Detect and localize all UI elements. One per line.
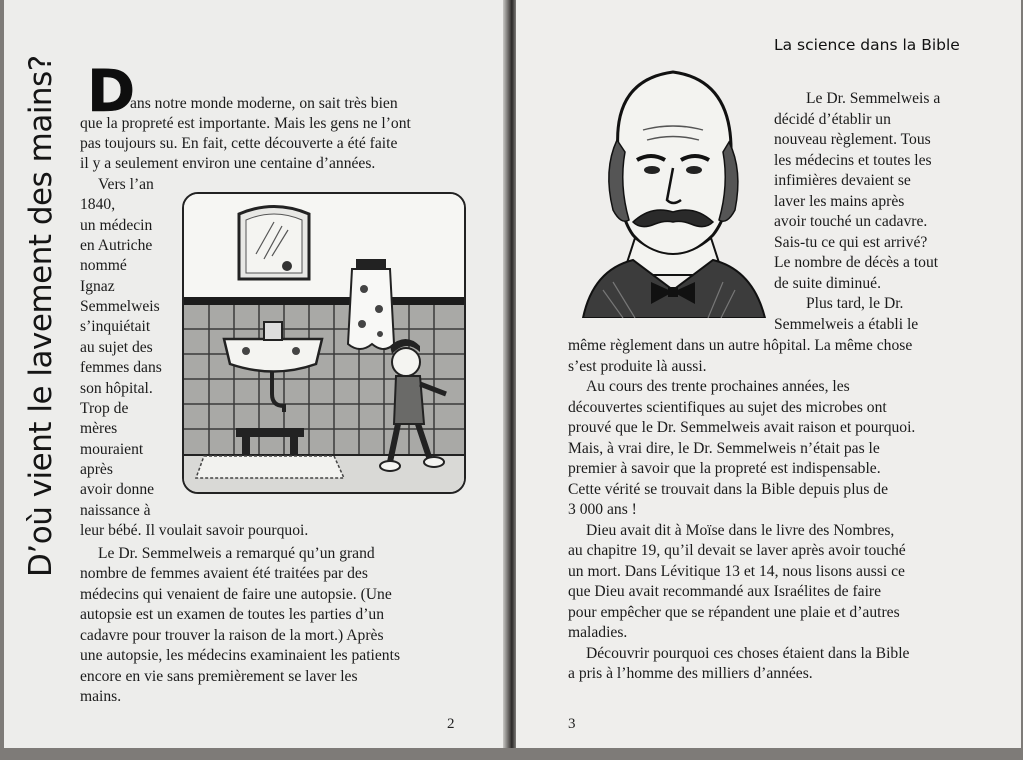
paragraph-line: Semmelweis a établi le (774, 315, 919, 333)
paragraph-line: que Dieu avait recommandé aux Israélites de faire (568, 583, 882, 600)
paragraph-line: nombre de femmes avaient été traitées par des (80, 565, 368, 583)
paragraph-line: Le Dr. Semmelweis a (806, 90, 941, 107)
paragraph-line: femmes dans (80, 359, 162, 377)
page-number: 3 (568, 716, 576, 732)
paragraph-line: Sais-tu ce qui est arrivé? (774, 233, 928, 251)
paragraph-line: premier à savoir que la propreté est indispensable. (568, 460, 881, 477)
paragraph-line: s’inquiétait (80, 318, 151, 336)
paragraph-line: Le nombre de décès a tout (774, 254, 939, 271)
paragraph-line: maladies. (568, 624, 628, 641)
paragraph-line: Plus tard, le Dr. (806, 295, 904, 312)
paragraph-line: s’est produite là aussi. (568, 357, 707, 375)
paragraph-line: une autopsie, les médecins examinaient les patients (80, 647, 401, 665)
paragraph-line: découvertes scientifiques au sujet des microbes ont (568, 398, 887, 416)
paragraph-line: Vers l’an (98, 176, 154, 193)
paragraph-line: au chapitre 19, qu’il devait se laver après avoir touché (568, 542, 906, 559)
paragraph-line: un mort. Dans Lévitique 13 et 14, nous lisons aussi ce (568, 562, 905, 580)
paragraph-line: 1840, (80, 196, 116, 214)
paragraph-line: son hôpital. (80, 379, 153, 397)
paragraph-line: en Autriche (80, 237, 153, 255)
paragraph-line: au sujet des (80, 338, 153, 356)
running-head: La science dans la Bible (774, 36, 960, 54)
left-page (4, 0, 507, 748)
paragraph-line: mouraient (80, 440, 144, 458)
right-page (516, 0, 1021, 748)
paragraph-line: mères (80, 420, 118, 438)
drop-cap: D (87, 57, 136, 125)
paragraph-line: pas toujours su. En fait, cette découverte a été faite (80, 135, 398, 152)
paragraph-line: médecins qui venaient de faire une autopsie. (Une (80, 585, 392, 603)
paragraph-line: un médecin (80, 216, 153, 234)
paragraph-line: avoir touché un cadavre. (774, 213, 928, 230)
paragraph-line: a pris à l’homme des milliers d’années. (568, 665, 813, 682)
paragraph-line: mains. (80, 688, 122, 706)
paragraph-line: 3 000 ans ! (568, 501, 637, 518)
paragraph-line: laver les mains après (774, 192, 905, 210)
paragraph-line: même règlement dans un autre hôpital. La même chose (568, 337, 913, 354)
paragraph-line: Au cours des trente prochaines années, les (586, 378, 850, 395)
paragraph-line: prouvé que le Dr. Semmelweis avait raison et pourquoi. (568, 419, 916, 436)
paragraph-line: infimières devaient se (774, 172, 911, 189)
washroom-illustration-icon (182, 192, 466, 494)
paragraph-line: Dieu avait dit à Moïse dans le livre des Nombres, (586, 521, 895, 539)
paragraph-line: Semmelweis (80, 298, 160, 316)
paragraph-line: nommé (80, 257, 127, 275)
paragraph-line: ans notre monde moderne, on sait très bien (130, 95, 398, 112)
paragraph-line: Mais, à vrai dire, le Dr. Semmelweis n’était pas le (568, 439, 880, 457)
paragraph-line: décidé d’établir un (774, 110, 891, 128)
semmelweis-portrait-icon (573, 60, 773, 318)
paragraph-line: Cette vérité se trouvait dans la Bible depuis plus de (568, 480, 889, 498)
paragraph-line: naissance à (80, 501, 151, 519)
paragraph-line: Trop de (80, 399, 129, 417)
paragraph-line: Ignaz (80, 277, 115, 295)
paragraph-line: que la propreté est importante. Mais les gens ne l’ont (80, 115, 411, 132)
paragraph-line: après (80, 460, 113, 478)
paragraph-line: cadavre pour trouver la raison de la mort.) Après (80, 626, 384, 644)
paragraph-line: Le Dr. Semmelweis a remarqué qu’un grand (98, 545, 375, 562)
paragraph-line: pour empêcher que se répandent une plaie et d’autres (568, 603, 900, 621)
paragraph-line: les médecins et toutes les (774, 151, 932, 169)
vertical-chapter-title: D’où vient le lavement des mains? (23, 55, 59, 577)
paragraph-line: il y a seulement environ une centaine d’années. (80, 155, 376, 172)
paragraph-line: nouveau règlement. Tous (774, 131, 931, 148)
page-number: 2 (447, 716, 455, 732)
paragraph-line: de suite diminué. (774, 274, 881, 292)
paragraph-line: leur bébé. Il voulait savoir pourquoi. (80, 521, 309, 539)
paragraph-line: encore en vie sans premièrement se laver les (80, 667, 358, 685)
paragraph-line: autopsie est un examen de toutes les parties d’un (80, 606, 384, 624)
paragraph-line: avoir donne (80, 481, 155, 499)
paragraph-line: Découvrir pourquoi ces choses étaient dans la Bible (586, 644, 910, 662)
